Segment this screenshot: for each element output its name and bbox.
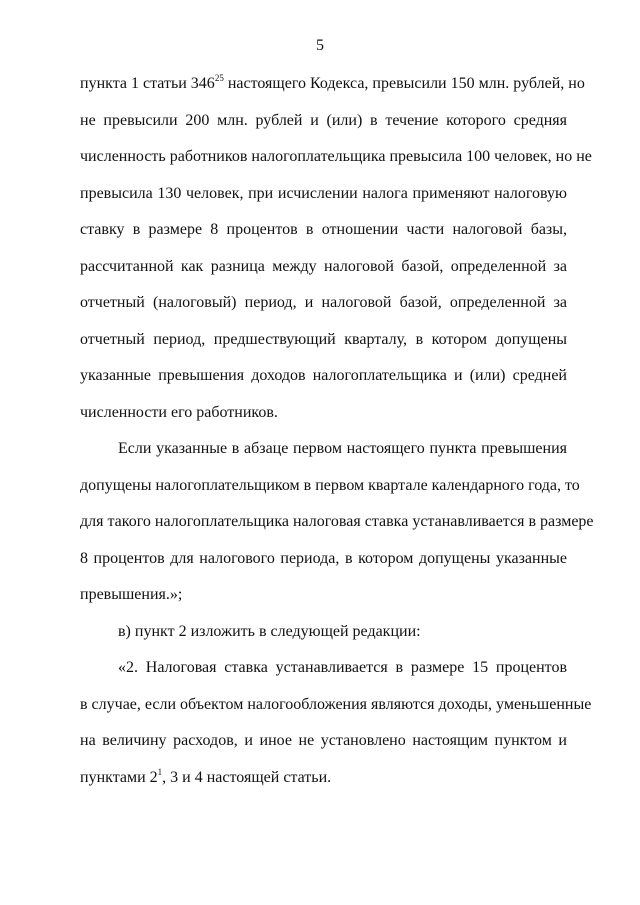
text-line-8: отчетный период, предшествующий кварталу, в котором допущены xyxy=(80,331,567,348)
text-line-4: превысила 130 человек, при исчислении налога применяют налоговую xyxy=(80,185,567,202)
text-line-16: в) пункт 2 изложить в следующей редакции: xyxy=(118,623,421,640)
text-line-1 xyxy=(80,73,585,94)
superscript: 25 xyxy=(214,73,224,83)
text-line-18: в случае, если объектом налогообложения являются доходы, уменьшенные xyxy=(80,696,592,713)
text-segment: пункта 1 статьи 346 xyxy=(80,75,215,92)
text-line-10: численности его работников. xyxy=(80,404,278,421)
page-number: 5 xyxy=(316,37,324,54)
text-line-3: численность работников налогоплательщика превысила 100 человек, но не xyxy=(80,148,592,165)
text-segment: , 3 и 4 настоящей статьи. xyxy=(162,769,332,786)
text-segment: настоящего Кодекса, превысили 150 млн. рублей, но xyxy=(223,75,585,92)
text-line-11: Если указанные в абзаце первом настоящего пункта превышения xyxy=(118,440,567,457)
text-line-6: рассчитанной как разница между налоговой базой, определенной за xyxy=(80,258,567,275)
text-line-19: на величину расходов, и иное не установлено настоящим пунктом и xyxy=(80,732,567,749)
text-line-20 xyxy=(80,768,567,788)
text-line-9: указанные превышения доходов налогоплательщика и (или) средней xyxy=(80,367,567,384)
text-line-5: ставку в размере 8 процентов в отношении части налоговой базы, xyxy=(80,221,567,238)
text-line-15: превышения.»; xyxy=(80,586,183,603)
superscript: 1 xyxy=(157,767,163,777)
text-line-12: допущены налогоплательщиком в первом квартале календарного года, то xyxy=(80,477,580,494)
text-line-7: отчетный (налоговый) период, и налоговой базой, определенной за xyxy=(80,294,567,311)
text-line-17: «2. Налоговая ставка устанавливается в размере 15 процентов xyxy=(118,659,567,676)
text-line-13: для такого налогоплательщика налоговая ставка устанавливается в размере xyxy=(80,513,594,530)
text-line-2: не превысили 200 млн. рублей и (или) в течение которого средняя xyxy=(80,112,567,129)
text-segment: пунктами 2 xyxy=(80,769,158,786)
text-line-14: 8 процентов для налогового периода, в котором допущены указанные xyxy=(80,550,567,567)
